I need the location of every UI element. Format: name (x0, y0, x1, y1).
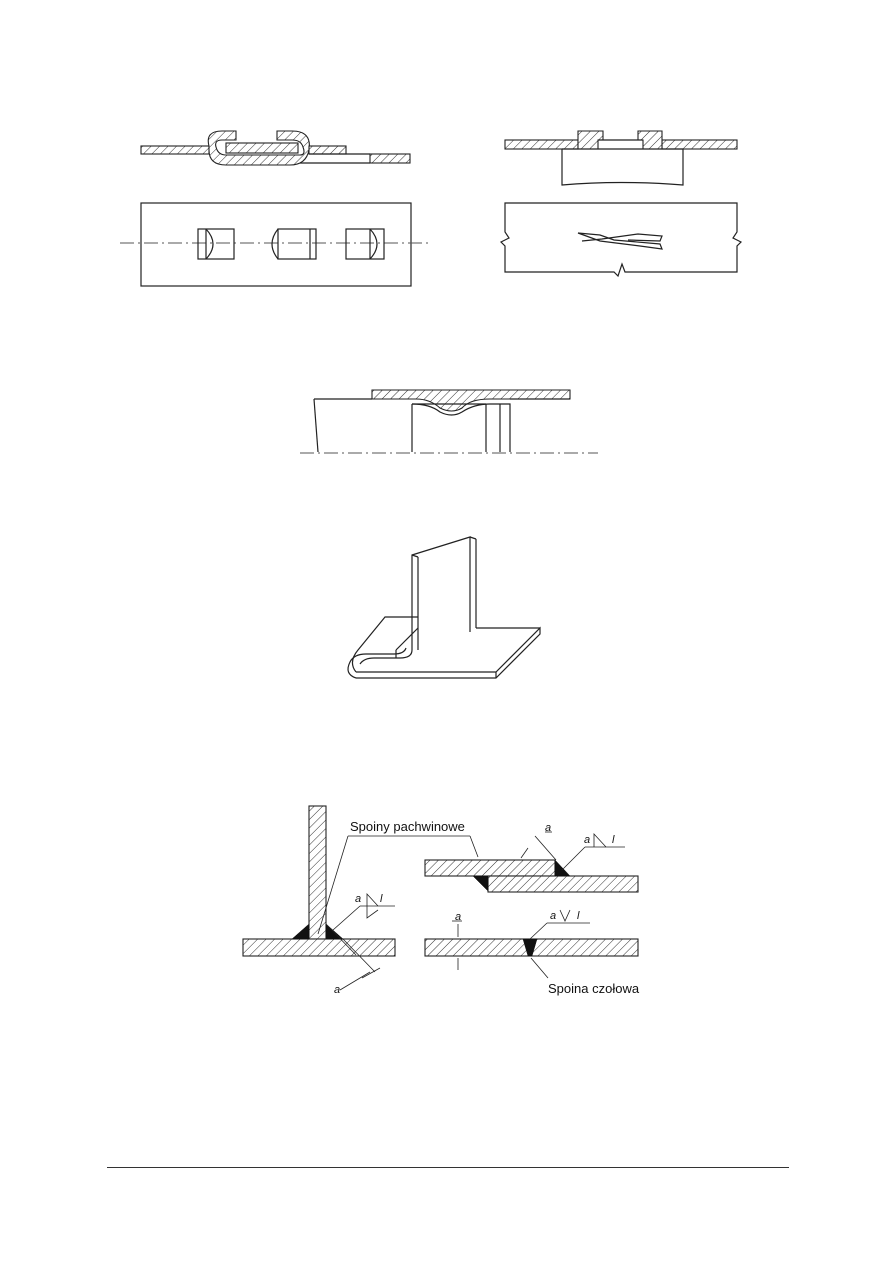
svg-text:a: a (455, 911, 462, 923)
dim-a-left: a (334, 984, 341, 996)
fig-tab-joint (0, 0, 893, 300)
svg-text:l: l (577, 910, 580, 922)
clinch-joint-section (505, 131, 737, 185)
fig-tube-crimp (300, 390, 598, 453)
svg-text:l: l (612, 834, 615, 846)
clinch-joint-plan (501, 203, 741, 276)
svg-text:a: a (584, 834, 591, 846)
fig-welds (0, 800, 893, 1030)
tab-joint-plan (120, 203, 430, 286)
svg-text:a: a (545, 822, 552, 834)
butt-joint (425, 910, 638, 978)
fig-folded-seam (0, 530, 893, 700)
svg-text:a: a (355, 893, 362, 905)
svg-text:l: l (380, 893, 383, 905)
footer-rule (107, 1167, 789, 1168)
tab-joint-section (141, 131, 410, 165)
label-butt-weld: Spoina czołowa (548, 981, 640, 996)
t-joint (243, 806, 395, 996)
label-fillet-welds: Spoiny pachwinowe (350, 819, 465, 834)
svg-text:a: a (550, 910, 557, 922)
